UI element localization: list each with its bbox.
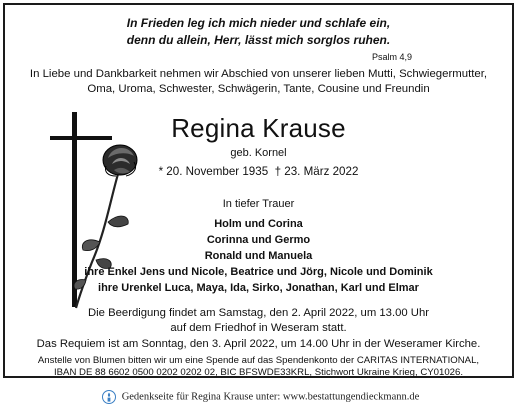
mourners-heading: In tiefer Trauer <box>222 198 295 210</box>
deceased-name: Regina Krause <box>171 113 346 143</box>
verse-reference: Psalm 4,9 <box>372 52 413 62</box>
mourner-line: Holm und Corina <box>214 218 303 230</box>
mourner-line: ihre Urenkel Luca, Maya, Ida, Sirko, Jonathan, Karl und Elmar <box>98 282 419 294</box>
birth-name: geb. Kornel <box>230 147 287 159</box>
donation-line-2: IBAN DE 88 6602 0500 0202 0202 02, BIC BFSWDE33KRL, Stichwort Ukraine Krieg, CY01026. <box>53 367 464 378</box>
funeral-line-1: Die Beerdigung findet am Samstag, den 2. April 2022, um 13.00 Uhr <box>88 307 429 319</box>
intro-line-1: In Liebe und Dankbarkeit nehmen wir Abschied von unserer lieben Mutti, Schwiegermutter, <box>29 68 488 80</box>
life-dates <box>5 165 512 178</box>
mourner-line: Ronald und Manuela <box>204 250 313 262</box>
verse-line-1: In Frieden leg ich mich nieder und schlafe ein, <box>126 16 391 30</box>
requiem-line: Das Requiem ist am Sonntag, den 3. April 2022, um 14.00 Uhr in der Weseramer Kirche. <box>36 338 481 350</box>
verse-line-2: denn du allein, Herr, lässt mich sorglos ruhen. <box>126 33 391 47</box>
memorial-candle-icon <box>102 390 116 404</box>
death-date: † 23. März 2022 <box>274 165 359 178</box>
birth-date: * 20. November 1935 <box>158 165 269 178</box>
funeral-line-2: auf dem Friedhof in Weseram statt. <box>170 322 347 334</box>
memorial-page-text: Gedenkseite für Regina Krause unter: www.bestattungendieckmann.de <box>121 391 420 403</box>
intro-line-2: Oma, Uroma, Schwester, Schwägerin, Tante, Cousine und Freundin <box>87 83 430 95</box>
donation-line-1: Anstelle von Blumen bitten wir um eine Spende auf das Spendenkonto der CARITAS INTERNATIONAL, <box>37 355 480 366</box>
mourner-line: Corinna und Germo <box>206 234 311 246</box>
obituary-card <box>3 3 514 378</box>
memorial-page-link[interactable] <box>0 390 521 412</box>
mourner-line: ihre Enkel Jens und Nicole, Beatrice und Jörg, Nicole und Dominik <box>84 266 433 278</box>
